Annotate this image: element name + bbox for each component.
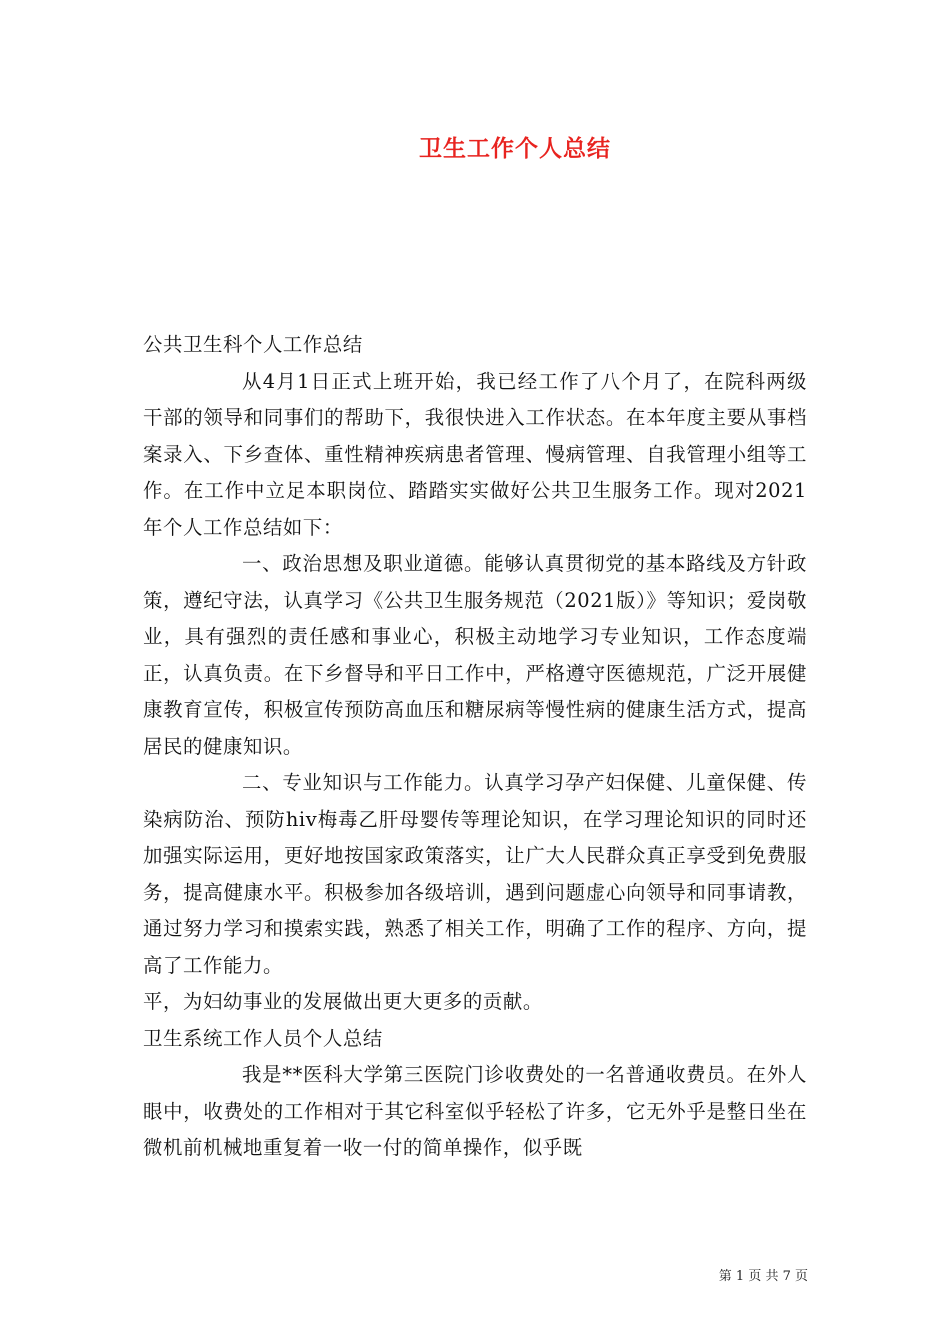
- paragraph-professional: 二、专业知识与工作能力。认真学习孕产妇保健、儿童保健、传染病防治、预防hiv梅毒乙肝母婴传等理论知识，在学习理论知识的同时还加强实际运用，更好地按国家政策落实，让广大人民群众真正享受到免费服务，提高健康水平。积极参加各级培训，遇到问题虚心向领导和同事请教，通过努力学习和摸索实践，熟悉了相关工作，明确了工作的程序、方向，提高了工作能力。: [143, 771, 807, 977]
- paragraph-fragment: 平，为妇幼事业的发展做出更大更多的贡献。: [143, 990, 543, 1013]
- paragraph-political: 一、政治思想及职业道德。能够认真贯彻党的基本路线及方针政策，遵纪守法，认真学习《公共卫生服务规范（2021版）》等知识；爱岗敬业，具有强烈的责任感和事业心，积极主动地学习专业知识，工作态度端正，认真负责。在下乡督导和平日工作中，严格遵守医德规范，广泛开展健康教育宣传，积极宣传预防高血压和糖尿病等慢性病的健康生活方式，提高居民的健康知识。: [143, 552, 807, 758]
- document-title: 卫生工作个人总结: [419, 136, 611, 162]
- paragraph-intro: 从4月1日正式上班开始，我已经工作了八个月了，在院科两级干部的领导和同事们的帮助下，我很快进入工作状态。在本年度主要从事档案录入、下乡查体、重性精神疾病患者管理、慢病管理、自我管理小组等工作。在工作中立足本职岗位、踏踏实实做好公共卫生服务工作。现对2021年个人工作总结如下：: [143, 369, 807, 539]
- section-subtitle-2: 卫生系统工作人员个人总结: [143, 1026, 383, 1050]
- page-number: 第 1 页 共 7 页: [718, 1269, 808, 1284]
- paragraph-cashier: 我是**医科大学第三医院门诊收费处的一名普通收费员。在外人眼中，收费处的工作相对于其它科室似乎轻松了许多，它无外乎是整日坐在微机前机械地重复着一收一付的简单操作，似乎既: [143, 1063, 807, 1159]
- document-body: [143, 327, 807, 1167]
- section-subtitle: 公共卫生科个人工作总结: [143, 333, 363, 356]
